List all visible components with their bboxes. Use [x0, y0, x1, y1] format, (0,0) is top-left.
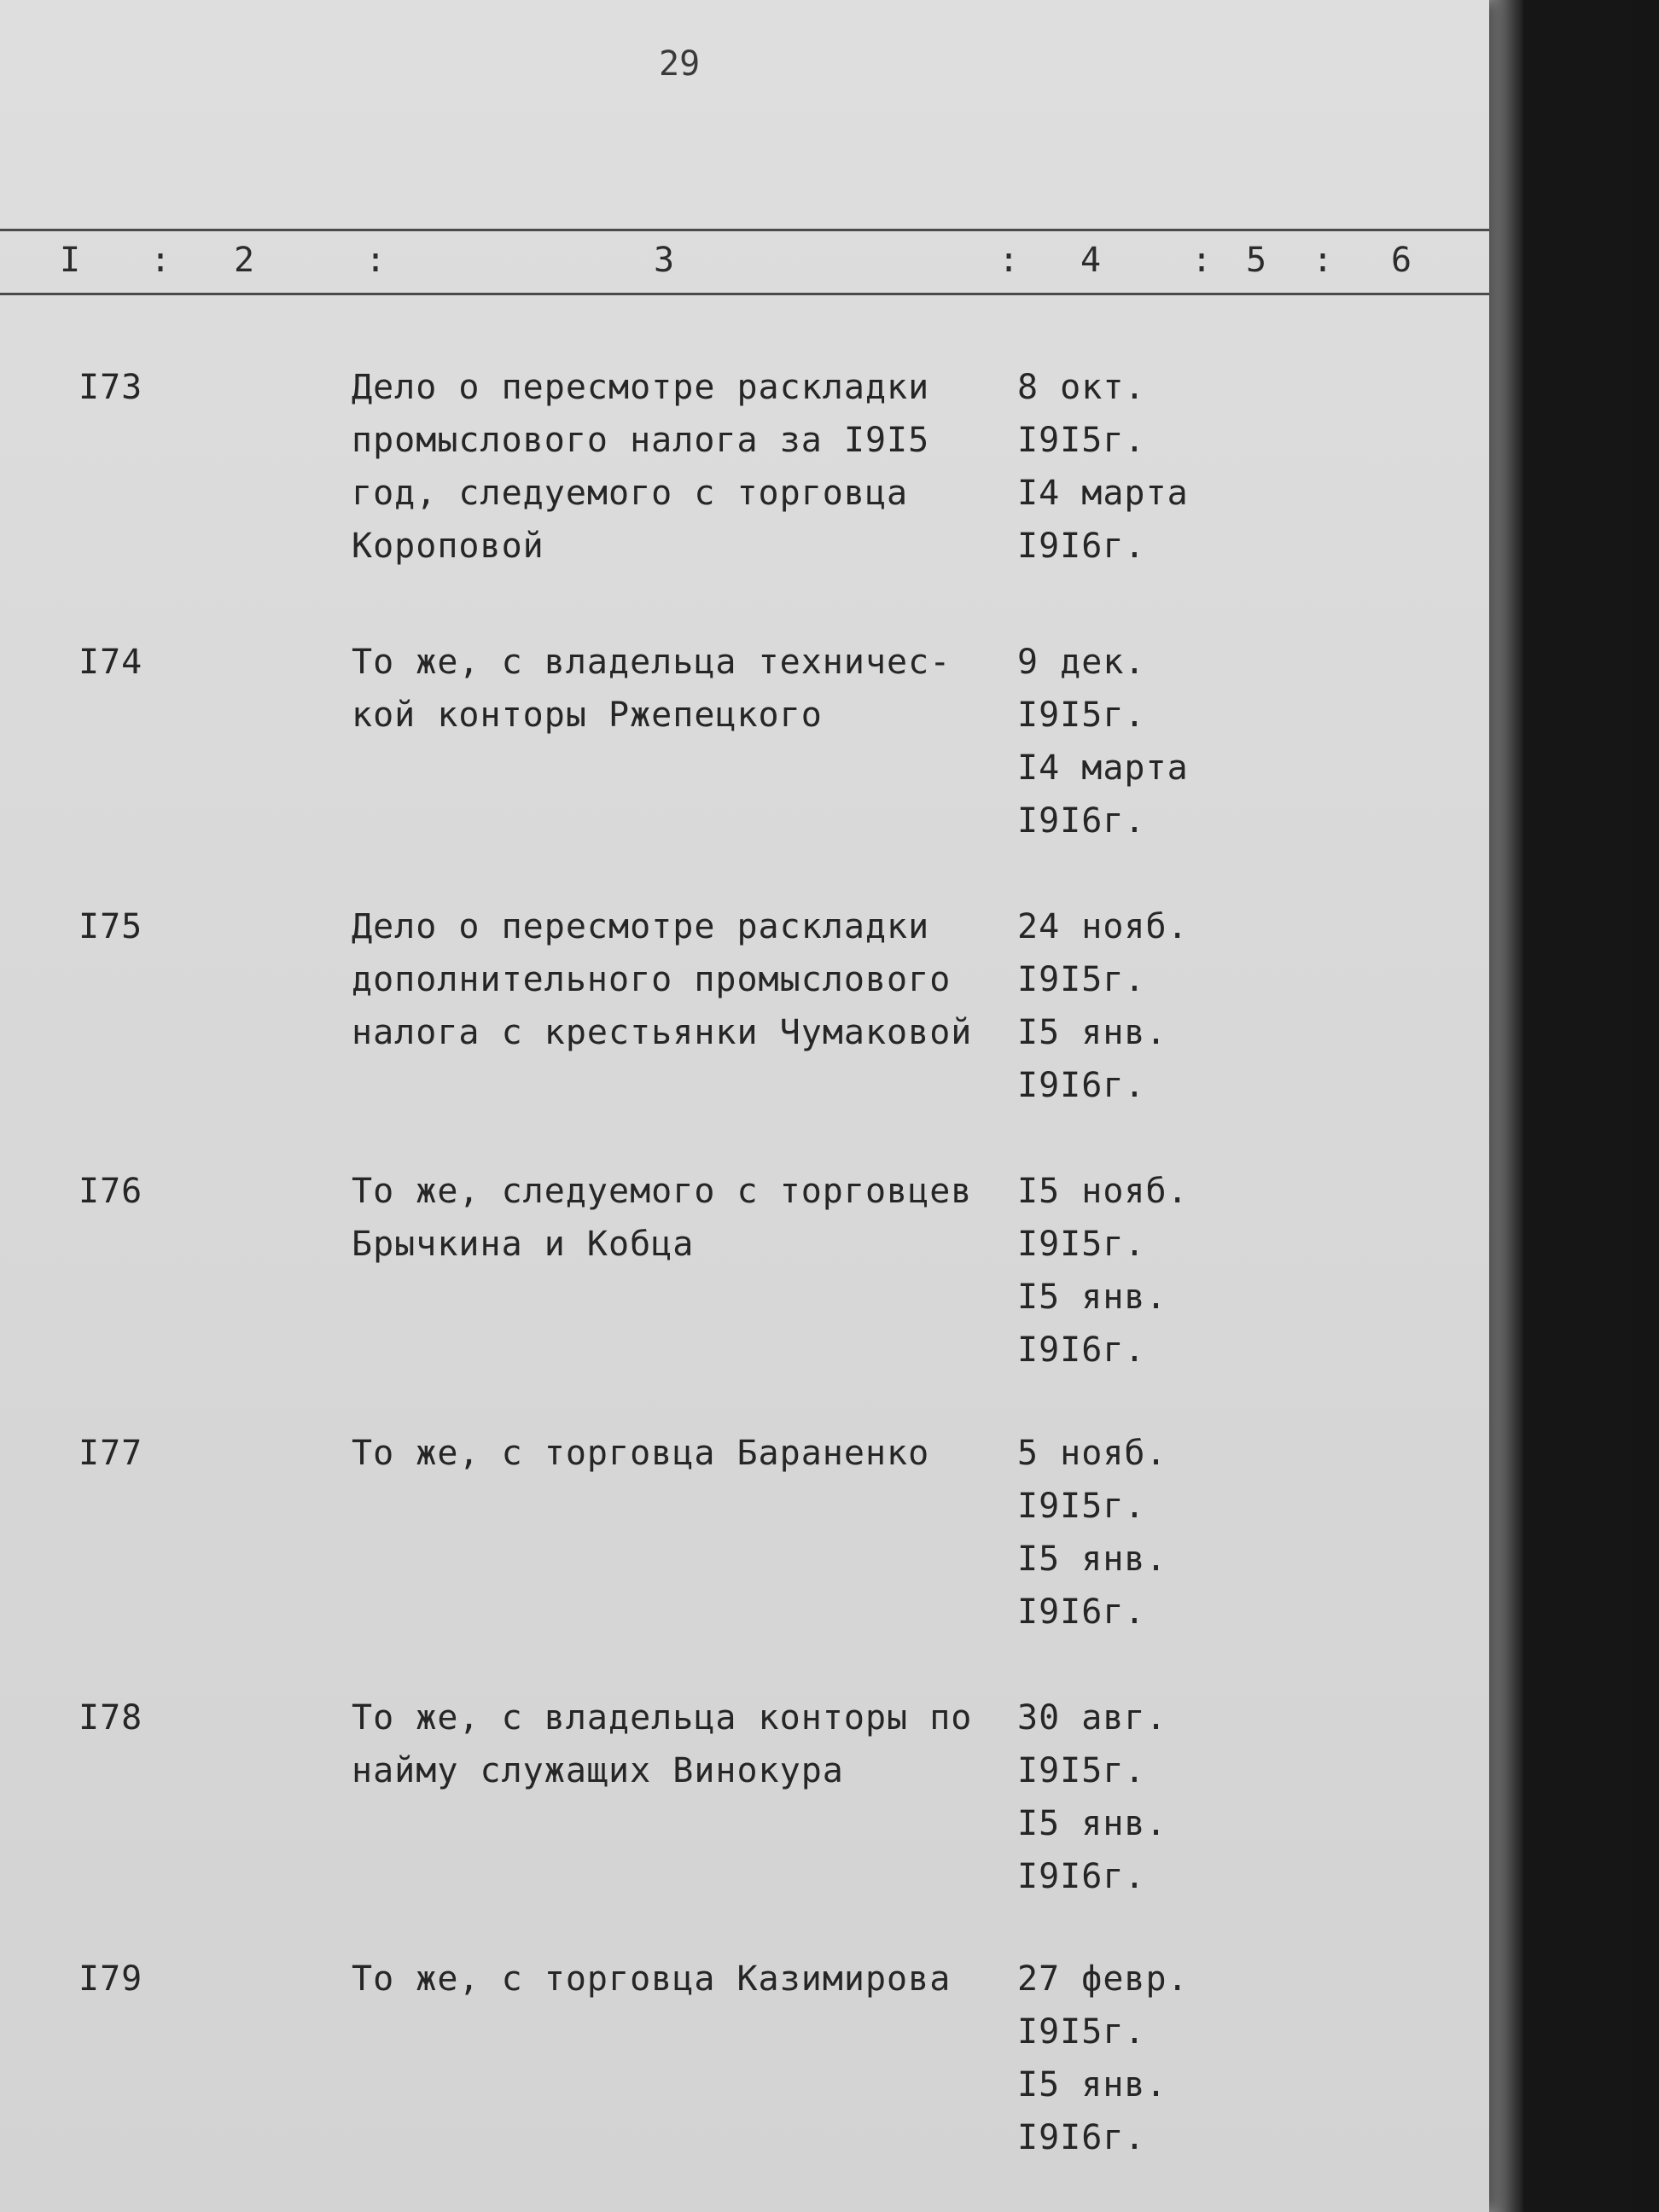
header-col-4: 4 — [1080, 241, 1102, 280]
header-separator-3: : — [998, 241, 1020, 280]
header-separator-1: : — [150, 241, 172, 280]
record-number: I74 — [79, 643, 143, 682]
record-number: I78 — [79, 1698, 143, 1738]
header-separator-2: : — [365, 241, 387, 280]
record-description: Дело о пересмотре раскладки дополнительного промыслового налога с крестьянки Чумаковой — [352, 907, 973, 1052]
record-description: То же, с торговца Казимирова — [352, 1959, 952, 1999]
header-separator-4: : — [1191, 241, 1213, 280]
header-col-6: 6 — [1391, 241, 1412, 280]
record-dates: 9 дек. I9I5г. I4 марта I9I6г. — [1017, 643, 1189, 841]
record-dates: 30 авг. I9I5г. I5 янв. I9I6г. — [1017, 1698, 1167, 1896]
record-description: То же, с торговца Бараненко — [352, 1434, 930, 1473]
header-col-3: 3 — [654, 241, 675, 280]
paper-edge — [1489, 0, 1523, 2212]
record-dates: 24 нояб. I9I5г. I5 янв. I9I6г. — [1017, 907, 1189, 1105]
header-bottom-rule — [0, 293, 1489, 295]
record-description: Дело о пересмотре раскладки промыслового налога за I9I5 год, следуемого с торговца Короповой — [352, 368, 930, 566]
record-dates: 27 февр. I9I5г. I5 янв. I9I6г. — [1017, 1959, 1189, 2157]
record-number: I76 — [79, 1172, 143, 1211]
record-dates: I5 нояб. I9I5г. I5 янв. I9I6г. — [1017, 1172, 1189, 1370]
record-description: То же, с владельца техничес- кой конторы Ржепецкого — [352, 643, 952, 735]
record-number: I79 — [79, 1959, 143, 1999]
header-separator-5: : — [1313, 241, 1334, 280]
header-col-5: 5 — [1246, 241, 1267, 280]
page-number: 29 — [659, 44, 701, 84]
record-description: То же, следуемого с торговцев Брычкина и Кобца — [352, 1172, 973, 1264]
record-number: I73 — [79, 368, 143, 407]
record-dates: 5 нояб. I9I5г. I5 янв. I9I6г. — [1017, 1434, 1167, 1632]
record-dates: 8 окт. I9I5г. I4 марта I9I6г. — [1017, 368, 1189, 566]
header-top-rule — [0, 229, 1489, 231]
header-col-2: 2 — [234, 241, 255, 280]
header-col-1: I — [60, 241, 81, 280]
record-number: I75 — [79, 907, 143, 946]
record-number: I77 — [79, 1434, 143, 1473]
record-description: То же, с владельца конторы по найму служащих Винокура — [352, 1698, 973, 1790]
